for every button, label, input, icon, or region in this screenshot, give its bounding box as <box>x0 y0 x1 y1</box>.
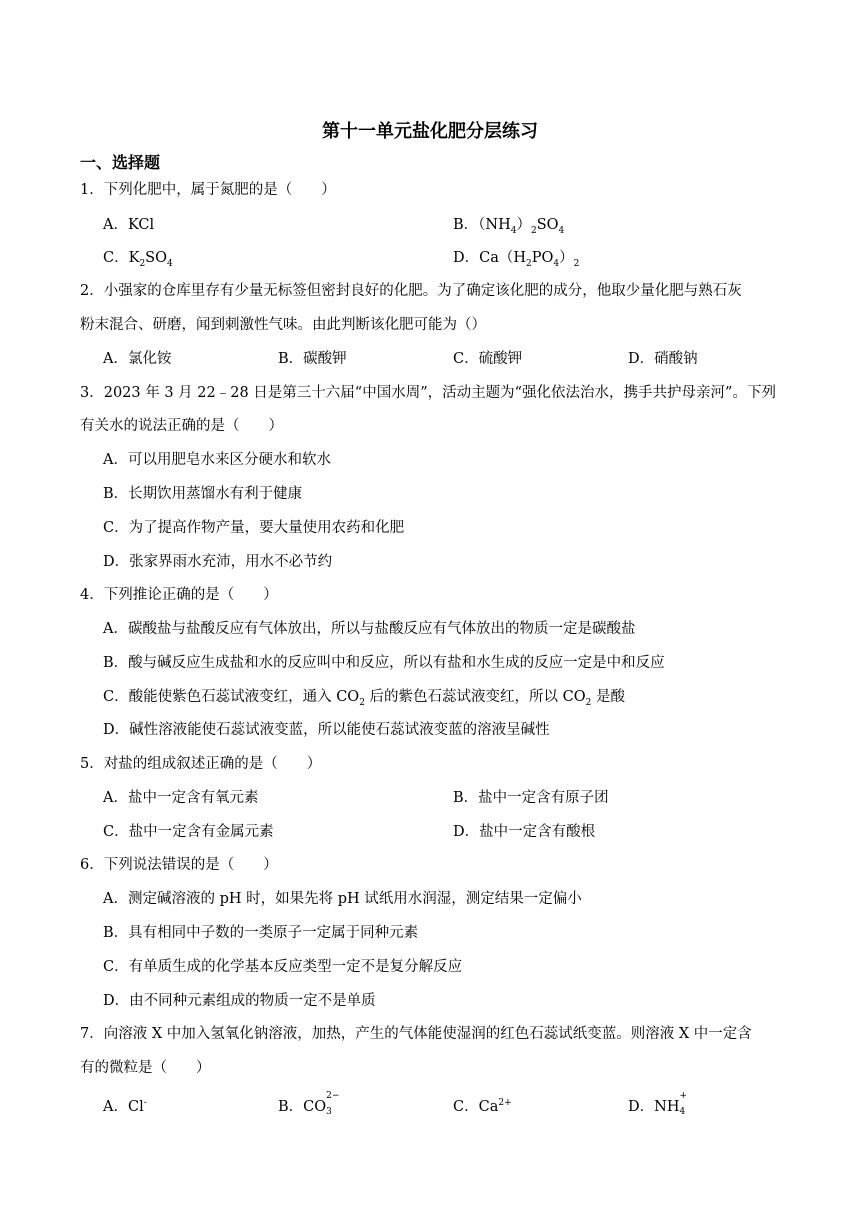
question-7-option-b: B．CO 2− 3 <box>278 1091 340 1117</box>
question-6-stem: 6．下列说法错误的是（ ） <box>80 857 278 873</box>
question-1-option-b: B．$(NH_4)_2SO_4$ <box>453 217 565 236</box>
question-1-stem: 1．下列化肥中，属于氮肥的是（ ） <box>80 182 336 198</box>
question-6-option-c: C．有单质生成的化学基本反应类型一定不是复分解反应 <box>103 959 463 975</box>
question-5-option-c: C．盐中一定含有金属元素 <box>103 824 274 840</box>
question-7-line-2: 有的微粒是（ ） <box>80 1060 211 1076</box>
question-7-option-d: D．NH + 4 <box>628 1091 688 1117</box>
ammonium-ion: NH + 4 <box>654 1091 688 1117</box>
question-4-option-a: A．碳酸盐与盐酸反应有气体放出，所以与盐酸反应有气体放出的物质一定是碳酸盐 <box>103 621 636 637</box>
question-4-option-c: C．酸能使紫色石蕊试液变红，通入 $CO_2$ 后的紫色石蕊试液变红，所以 $CO_2$ 是酸 <box>103 689 625 708</box>
question-1-option-d: D．$Ca(H_2PO_4)_2$ <box>453 250 580 269</box>
question-4-option-b: B．酸与碱反应生成盐和水的反应叫中和反应，所以有盐和水生成的反应一定是中和反应 <box>103 655 665 671</box>
question-2-line-1: 2．小强家的仓库里存有少量无标签但密封良好的化肥。为了确定该化肥的成分，他取少量化肥与熟石灰 <box>80 283 742 299</box>
question-4-stem: 4．下列推论正确的是（ ） <box>80 587 278 603</box>
question-3-option-a: A．可以用肥皂水来区分硬水和软水 <box>103 452 331 468</box>
question-4-option-d: D．碱性溶液能使石蕊试液变蓝，所以能使石蕊试液变蓝的溶液呈碱性 <box>103 722 550 738</box>
question-5-option-d: D．盐中一定含有酸根 <box>453 824 596 840</box>
question-5-option-b: B．盐中一定含有原子团 <box>453 790 609 806</box>
question-2-option-b: B．碳酸钾 <box>278 351 347 367</box>
question-2-option-a: A．氯化铵 <box>103 351 172 367</box>
question-1-option-a: A．KCl <box>103 217 155 233</box>
question-3-option-b: B．长期饮用蒸馏水有利于健康 <box>103 486 303 502</box>
question-2-option-d: D．硝酸钠 <box>628 351 698 367</box>
question-5-stem: 5．对盐的组成叙述正确的是（ ） <box>80 756 322 772</box>
question-7-line-1: 7．向溶液 X 中加入氢氧化钠溶液，加热，产生的气体能使湿润的红色石蕊试纸变蓝。则溶液 X 中一定含 <box>80 1026 752 1042</box>
document-title: 第十一单元盐化肥分层练习 <box>322 121 538 142</box>
section-heading: 一、选择题 <box>80 153 161 172</box>
question-6-option-b: B．具有相同中子数的一类原子一定属于同种元素 <box>103 925 419 941</box>
question-5-option-a: A．盐中一定含有氧元素 <box>103 790 259 806</box>
question-2-option-c: C．硫酸钾 <box>453 351 523 367</box>
carbonate-ion: CO 2− 3 <box>303 1091 340 1117</box>
question-7-option-c: C．$Ca^{2+}$ <box>453 1098 512 1115</box>
question-6-option-d: D．由不同种元素组成的物质一定不是单质 <box>103 993 376 1009</box>
question-2-line-2: 粉末混合、研磨，闻到刺激性气味。由此判断该化肥可能为（） <box>80 317 486 333</box>
question-3-option-c: C．为了提高作物产量，要大量使用农药和化肥 <box>103 520 405 536</box>
question-7-option-a: A．Cl- <box>103 1098 147 1115</box>
question-3-line-1: 3．2023 年 3 月 22﹣28 日是第三十六届“中国水周”，活动主题为“强化依法治水，携手共护母亲河”。下列 <box>80 385 776 401</box>
question-3-option-d: D．张家界雨水充沛，用水不必节约 <box>103 554 333 570</box>
question-3-line-2: 有关水的说法正确的是（ ） <box>80 418 283 434</box>
question-6-option-a: A．测定碱溶液的 pH 时，如果先将 pH 试纸用水润湿，测定结果一定偏小 <box>103 891 582 907</box>
question-1-option-c: C．$K_2SO_4$ <box>103 250 173 269</box>
